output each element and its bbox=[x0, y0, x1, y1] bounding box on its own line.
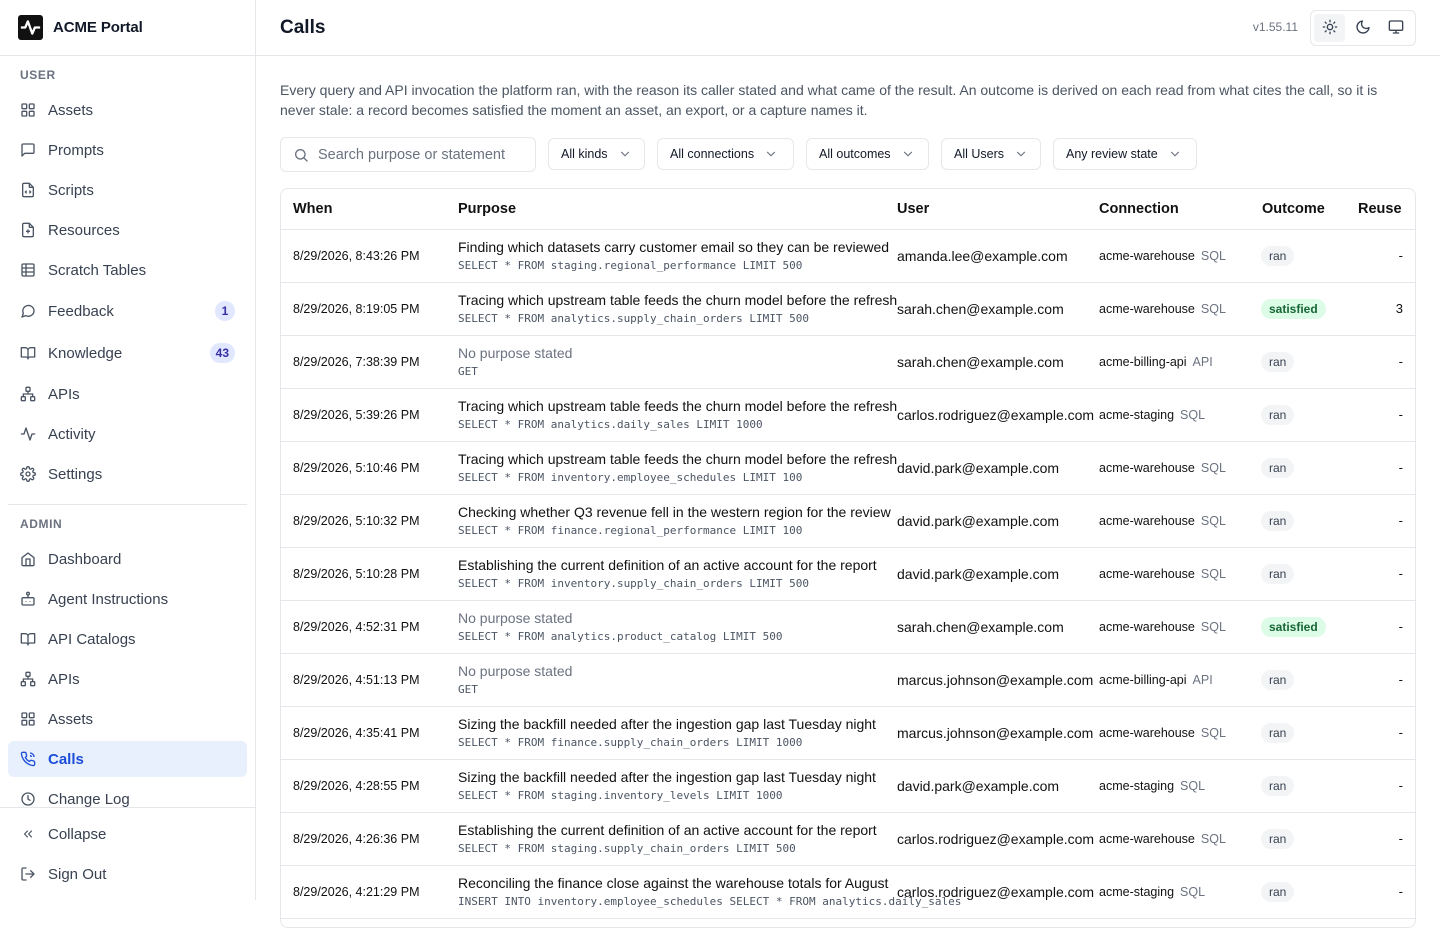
table-row[interactable] bbox=[281, 654, 1415, 707]
sidebar-item-label: Assets bbox=[48, 710, 94, 728]
connection-kind: SQL bbox=[1180, 779, 1206, 793]
outcome-cell bbox=[1261, 670, 1294, 690]
connection-kind: SQL bbox=[1200, 726, 1226, 740]
grid-icon bbox=[20, 711, 36, 727]
connection-kind: SQL bbox=[1200, 302, 1226, 316]
statement-cell: GET bbox=[458, 683, 478, 696]
outcome-cell bbox=[1261, 564, 1294, 584]
sidebar-item-scratch-tables[interactable] bbox=[8, 252, 247, 288]
user-cell: sarah.chen@example.com bbox=[897, 619, 1064, 635]
purpose-cell: Establishing the current definition of an active account for the report bbox=[458, 557, 877, 573]
outcome-cell bbox=[1261, 458, 1294, 478]
user-cell: marcus.johnson@example.com bbox=[897, 725, 1094, 741]
sidebar-item-label: Assets bbox=[48, 101, 94, 119]
light-theme-button[interactable] bbox=[1314, 14, 1345, 42]
connection-name: acme-staging bbox=[1099, 408, 1175, 422]
sidebar-item-assets[interactable] bbox=[8, 92, 247, 128]
purpose-cell: Checking whether Q3 revenue fell in the western region for the review bbox=[458, 504, 891, 520]
table-icon bbox=[20, 262, 36, 278]
reuse-cell: - bbox=[1398, 566, 1403, 581]
table-row[interactable] bbox=[281, 230, 1415, 283]
connection-kind: SQL bbox=[1200, 461, 1226, 475]
connection-name: acme-warehouse bbox=[1099, 514, 1195, 528]
connection-kind: SQL bbox=[1200, 567, 1226, 581]
connection-cell bbox=[1099, 514, 1226, 528]
purpose-cell: Tracing which upstream table feeds the churn model before the refresh bbox=[458, 292, 898, 308]
table-row[interactable] bbox=[281, 495, 1415, 548]
book-open-icon bbox=[20, 631, 36, 647]
sidebar-item-apis[interactable] bbox=[8, 376, 247, 412]
app-name: ACME Portal bbox=[53, 19, 143, 36]
sidebar-item-label: Activity bbox=[48, 425, 96, 443]
when-cell: 8/29/2026, 5:10:28 PM bbox=[293, 567, 420, 581]
sidebar-item-assets[interactable] bbox=[8, 701, 247, 737]
statement-cell: SELECT * FROM staging.inventory_levels LIMIT 1000 bbox=[458, 789, 783, 802]
search-input[interactable] bbox=[318, 147, 518, 163]
outcome-badge: ran bbox=[1261, 511, 1294, 531]
statement-cell: GET bbox=[458, 365, 478, 378]
user-cell: david.park@example.com bbox=[897, 460, 1060, 476]
user-cell: david.park@example.com bbox=[897, 778, 1060, 794]
filter-label: All Users bbox=[954, 147, 1005, 161]
section-label-admin: ADMIN bbox=[20, 517, 63, 531]
user-cell: carlos.rodriguez@example.com bbox=[897, 407, 1095, 423]
outcome-badge: ran bbox=[1261, 723, 1294, 743]
connection-kind: API bbox=[1192, 673, 1213, 687]
when-cell: 8/29/2026, 4:35:41 PM bbox=[293, 726, 420, 740]
when-cell: 8/29/2026, 4:52:31 PM bbox=[293, 620, 420, 634]
purpose-cell: Sizing the backfill needed after the ingestion gap last Tuesday night bbox=[458, 716, 876, 732]
sidebar-item-label: APIs bbox=[48, 670, 80, 688]
table-row[interactable] bbox=[281, 813, 1415, 866]
sidebar bbox=[0, 0, 256, 900]
connection-name: acme-staging bbox=[1099, 885, 1175, 899]
statement-cell: SELECT * FROM staging.supply_chain_orders LIMIT 500 bbox=[458, 842, 796, 855]
theme-switcher bbox=[1310, 10, 1416, 46]
when-cell: 8/29/2026, 8:43:26 PM bbox=[293, 249, 420, 263]
grid-icon bbox=[20, 102, 36, 118]
user-cell: sarah.chen@example.com bbox=[897, 354, 1064, 370]
reuse-cell: - bbox=[1398, 354, 1403, 369]
page-description: Every query and API invocation the platform ran, with the reason its caller stated and what came of the result. An outcome is derived on each read from what cites the call, so it is never stale: a record becomes satisfied the moment an asset, an export, or a capture names it. bbox=[280, 82, 1378, 118]
connection-cell bbox=[1099, 885, 1205, 899]
file-plus-icon bbox=[20, 222, 36, 238]
system-theme-button[interactable] bbox=[1381, 14, 1412, 42]
network-icon bbox=[20, 386, 36, 402]
search-box[interactable] bbox=[280, 137, 536, 172]
connection-cell bbox=[1099, 302, 1226, 316]
network-icon bbox=[20, 671, 36, 687]
statement-cell: SELECT * FROM analytics.product_catalog LIMIT 500 bbox=[458, 630, 783, 643]
count-badge: 1 bbox=[215, 301, 235, 321]
connection-cell bbox=[1099, 620, 1226, 634]
when-cell: 8/29/2026, 4:26:36 PM bbox=[293, 832, 420, 846]
connection-cell bbox=[1099, 832, 1226, 846]
home-icon bbox=[20, 551, 36, 567]
sidebar-item-calls[interactable] bbox=[8, 741, 247, 777]
filter-label: All kinds bbox=[561, 147, 608, 161]
reuse-cell: - bbox=[1398, 513, 1403, 528]
section-label-user: USER bbox=[20, 68, 56, 82]
sidebar-item-label: Scratch Tables bbox=[48, 261, 147, 279]
dark-theme-button[interactable] bbox=[1347, 14, 1378, 42]
filter-dropdown-all-outcomes[interactable] bbox=[806, 138, 929, 170]
connection-cell bbox=[1099, 408, 1205, 422]
reuse-cell: - bbox=[1398, 460, 1403, 475]
connection-name: acme-billing-api bbox=[1099, 355, 1187, 369]
monitor-icon bbox=[1388, 19, 1404, 38]
outcome-badge: ran bbox=[1261, 829, 1294, 849]
filter-label: All outcomes bbox=[819, 147, 891, 161]
sidebar-item-knowledge[interactable] bbox=[8, 335, 247, 371]
sidebar-item-label: Resources bbox=[48, 221, 120, 239]
pulse-logo-icon bbox=[18, 15, 43, 40]
connection-kind: SQL bbox=[1200, 620, 1226, 634]
connection-cell bbox=[1099, 779, 1205, 793]
when-cell: 8/29/2026, 7:38:39 PM bbox=[293, 355, 420, 369]
connection-name: acme-warehouse bbox=[1099, 567, 1195, 581]
sidebar-item-agent-instructions[interactable] bbox=[8, 581, 247, 617]
table-row[interactable] bbox=[281, 866, 1415, 919]
when-cell: 8/29/2026, 4:51:13 PM bbox=[293, 673, 420, 687]
clock-icon bbox=[20, 791, 36, 807]
page-title: Calls bbox=[280, 16, 326, 38]
sidebar-item-label: Knowledge bbox=[48, 344, 123, 362]
outcome-cell bbox=[1261, 246, 1294, 266]
chevron-down-icon bbox=[764, 147, 778, 161]
user-cell: david.park@example.com bbox=[897, 513, 1060, 529]
sidebar-item-resources[interactable] bbox=[8, 212, 247, 248]
connection-name: acme-warehouse bbox=[1099, 832, 1195, 846]
connection-name: acme-warehouse bbox=[1099, 726, 1195, 740]
chevron-down-icon bbox=[618, 147, 632, 161]
sidebar-item-scripts[interactable] bbox=[8, 172, 247, 208]
outcome-cell bbox=[1261, 829, 1294, 849]
user-cell: carlos.rodriguez@example.com bbox=[897, 884, 1095, 900]
sidebar-item-label: Settings bbox=[48, 465, 103, 483]
outcome-cell bbox=[1261, 405, 1294, 425]
filter-dropdown-all-connections[interactable] bbox=[657, 138, 794, 170]
version-label: v1.55.11 bbox=[1252, 20, 1298, 34]
when-cell: 8/29/2026, 5:39:26 PM bbox=[293, 408, 420, 422]
purpose-cell: No purpose stated bbox=[458, 345, 573, 361]
statement-cell: SELECT * FROM analytics.daily_sales LIMIT 1000 bbox=[458, 418, 763, 431]
filter-dropdown-all-kinds[interactable] bbox=[548, 138, 645, 170]
purpose-cell: Tracing which upstream table feeds the churn model before the refresh bbox=[458, 451, 898, 467]
sidebar-item-label: Feedback bbox=[48, 302, 114, 320]
outcome-badge: ran bbox=[1261, 776, 1294, 796]
collapse-button[interactable] bbox=[8, 816, 247, 852]
reuse-cell: - bbox=[1398, 778, 1403, 793]
user-cell: marcus.johnson@example.com bbox=[897, 672, 1094, 688]
table-row[interactable] bbox=[281, 601, 1415, 654]
table-row[interactable] bbox=[281, 760, 1415, 813]
outcome-badge: satisfied bbox=[1261, 299, 1326, 319]
sidebar-item-api-catalogs[interactable] bbox=[8, 621, 247, 657]
outcome-badge: ran bbox=[1261, 246, 1294, 266]
column-header-connection[interactable]: Connection bbox=[1099, 201, 1179, 217]
connection-kind: SQL bbox=[1180, 885, 1206, 899]
connection-kind: SQL bbox=[1200, 832, 1226, 846]
connection-kind: SQL bbox=[1200, 249, 1226, 263]
connection-name: acme-warehouse bbox=[1099, 620, 1195, 634]
connection-name: acme-billing-api bbox=[1099, 673, 1187, 687]
phone-icon bbox=[20, 751, 36, 767]
purpose-cell: Finding which datasets carry customer email so they can be reviewed bbox=[458, 239, 890, 255]
user-cell: sarah.chen@example.com bbox=[897, 301, 1064, 317]
search-icon bbox=[293, 147, 309, 163]
message-circle-icon bbox=[20, 303, 36, 319]
brand[interactable] bbox=[0, 0, 255, 56]
table-row[interactable] bbox=[281, 389, 1415, 442]
topbar bbox=[256, 0, 1440, 56]
connection-cell bbox=[1099, 673, 1213, 687]
user-cell: carlos.rodriguez@example.com bbox=[897, 831, 1095, 847]
chevron-down-icon bbox=[901, 147, 915, 161]
collapse-label: Collapse bbox=[48, 825, 107, 843]
when-cell: 8/29/2026, 5:10:32 PM bbox=[293, 514, 420, 528]
outcome-badge: ran bbox=[1261, 458, 1294, 478]
log-out-icon bbox=[20, 866, 36, 882]
column-header-user[interactable]: User bbox=[897, 201, 930, 217]
statement-cell: SELECT * FROM finance.supply_chain_orders LIMIT 1000 bbox=[458, 736, 803, 749]
connection-cell bbox=[1099, 461, 1226, 475]
connection-kind: SQL bbox=[1200, 514, 1226, 528]
reuse-cell: - bbox=[1398, 672, 1403, 687]
when-cell: 8/29/2026, 4:28:55 PM bbox=[293, 779, 420, 793]
calls-table bbox=[280, 188, 1416, 928]
outcome-badge: satisfied bbox=[1261, 617, 1326, 637]
chevron-down-icon bbox=[1168, 147, 1182, 161]
purpose-cell: Sizing the backfill needed after the ingestion gap last Tuesday night bbox=[458, 769, 876, 785]
reuse-cell: - bbox=[1398, 619, 1403, 634]
moon-icon bbox=[1355, 19, 1371, 38]
filter-dropdown-all-users[interactable] bbox=[941, 138, 1041, 170]
sign-out-button[interactable] bbox=[8, 856, 247, 892]
connection-name: acme-staging bbox=[1099, 779, 1175, 793]
purpose-cell: Tracing which upstream table feeds the churn model before the refresh bbox=[458, 398, 898, 414]
table-row[interactable] bbox=[281, 283, 1415, 336]
sidebar-footer bbox=[0, 807, 255, 900]
sun-icon bbox=[1322, 19, 1338, 38]
filter-label: All connections bbox=[670, 147, 755, 161]
user-cell: amanda.lee@example.com bbox=[897, 248, 1068, 264]
outcome-cell bbox=[1261, 723, 1294, 743]
table-row[interactable] bbox=[281, 707, 1415, 760]
connection-kind: API bbox=[1192, 355, 1213, 369]
reuse-cell: - bbox=[1398, 831, 1403, 846]
bot-icon bbox=[20, 591, 36, 607]
outcome-cell bbox=[1261, 882, 1294, 902]
activity-icon bbox=[20, 426, 36, 442]
connection-name: acme-warehouse bbox=[1099, 461, 1195, 475]
sidebar-item-dashboard[interactable] bbox=[8, 541, 247, 577]
sidebar-item-label: Dashboard bbox=[48, 550, 122, 568]
reuse-cell: - bbox=[1398, 725, 1403, 740]
statement-cell: SELECT * FROM analytics.supply_chain_orders LIMIT 500 bbox=[458, 312, 809, 325]
when-cell: 8/29/2026, 8:19:05 PM bbox=[293, 302, 420, 316]
filter-dropdown-any-review-state[interactable] bbox=[1053, 138, 1197, 170]
sidebar-item-label: APIs bbox=[48, 385, 80, 403]
connection-cell bbox=[1099, 249, 1226, 263]
reuse-cell: - bbox=[1398, 248, 1403, 263]
outcome-cell bbox=[1261, 511, 1294, 531]
sidebar-item-label: Change Log bbox=[48, 790, 130, 808]
outcome-cell bbox=[1261, 776, 1294, 796]
sidebar-item-label: Agent Instructions bbox=[48, 590, 169, 608]
count-badge: 43 bbox=[210, 343, 235, 363]
statement-cell: SELECT * FROM inventory.employee_schedules LIMIT 100 bbox=[458, 471, 803, 484]
gear-icon bbox=[20, 466, 36, 482]
column-header-purpose[interactable]: Purpose bbox=[458, 201, 517, 217]
sign-out-label: Sign Out bbox=[48, 865, 107, 883]
purpose-cell: Reconciling the finance close against the warehouse totals for August bbox=[458, 875, 889, 891]
chevron-down-icon bbox=[1014, 147, 1028, 161]
outcome-badge: ran bbox=[1261, 564, 1294, 584]
sidebar-item-activity[interactable] bbox=[8, 416, 247, 452]
connection-cell bbox=[1099, 567, 1226, 581]
statement-cell: SELECT * FROM finance.regional_performance LIMIT 100 bbox=[458, 524, 803, 537]
sidebar-item-prompts[interactable] bbox=[8, 132, 247, 168]
purpose-cell: No purpose stated bbox=[458, 663, 573, 679]
table-row[interactable] bbox=[281, 548, 1415, 601]
outcome-badge: ran bbox=[1261, 670, 1294, 690]
connection-kind: SQL bbox=[1180, 408, 1206, 422]
sidebar-item-apis[interactable] bbox=[8, 661, 247, 697]
column-header-when[interactable]: When bbox=[293, 201, 333, 217]
file-code-icon bbox=[20, 182, 36, 198]
outcome-cell bbox=[1261, 617, 1326, 637]
sidebar-item-settings[interactable] bbox=[8, 456, 247, 492]
outcome-badge: ran bbox=[1261, 405, 1294, 425]
filter-label: Any review state bbox=[1066, 147, 1158, 161]
sidebar-item-label: Prompts bbox=[48, 141, 104, 159]
connection-name: acme-warehouse bbox=[1099, 302, 1195, 316]
statement-cell: SELECT * FROM staging.regional_performance LIMIT 500 bbox=[458, 259, 803, 272]
table-row[interactable] bbox=[281, 442, 1415, 495]
connection-cell bbox=[1099, 355, 1213, 369]
statement-cell: SELECT * FROM inventory.supply_chain_orders LIMIT 500 bbox=[458, 577, 809, 590]
sidebar-item-label: API Catalogs bbox=[48, 630, 136, 648]
user-cell: david.park@example.com bbox=[897, 566, 1060, 582]
column-header-reuse[interactable]: Reuse bbox=[1358, 201, 1402, 217]
sidebar-item-feedback[interactable] bbox=[8, 293, 247, 329]
outcome-cell bbox=[1261, 352, 1294, 372]
connection-cell bbox=[1099, 726, 1226, 740]
purpose-cell: Establishing the current definition of an active account for the report bbox=[458, 822, 877, 838]
sidebar-divider bbox=[8, 504, 247, 505]
sidebar-item-label: Scripts bbox=[48, 181, 94, 199]
reuse-cell: - bbox=[1398, 407, 1403, 422]
outcome-badge: ran bbox=[1261, 352, 1294, 372]
table-row[interactable] bbox=[281, 336, 1415, 389]
reuse-cell: - bbox=[1398, 884, 1403, 899]
when-cell: 8/29/2026, 4:21:29 PM bbox=[293, 885, 420, 899]
statement-cell: INSERT INTO inventory.employee_schedules SELECT * FROM analytics.daily_sales bbox=[458, 895, 962, 908]
message-square-icon bbox=[20, 142, 36, 158]
column-header-outcome[interactable]: Outcome bbox=[1262, 201, 1325, 217]
outcome-cell bbox=[1261, 299, 1326, 319]
when-cell: 8/29/2026, 5:10:46 PM bbox=[293, 461, 420, 475]
outcome-badge: ran bbox=[1261, 882, 1294, 902]
sidebar-item-label: Calls bbox=[48, 750, 84, 768]
chevrons-left-icon bbox=[20, 826, 36, 842]
book-open-icon bbox=[20, 345, 36, 361]
connection-name: acme-warehouse bbox=[1099, 249, 1195, 263]
table-header bbox=[281, 189, 1415, 230]
reuse-cell: 3 bbox=[1395, 301, 1403, 316]
purpose-cell: No purpose stated bbox=[458, 610, 573, 626]
